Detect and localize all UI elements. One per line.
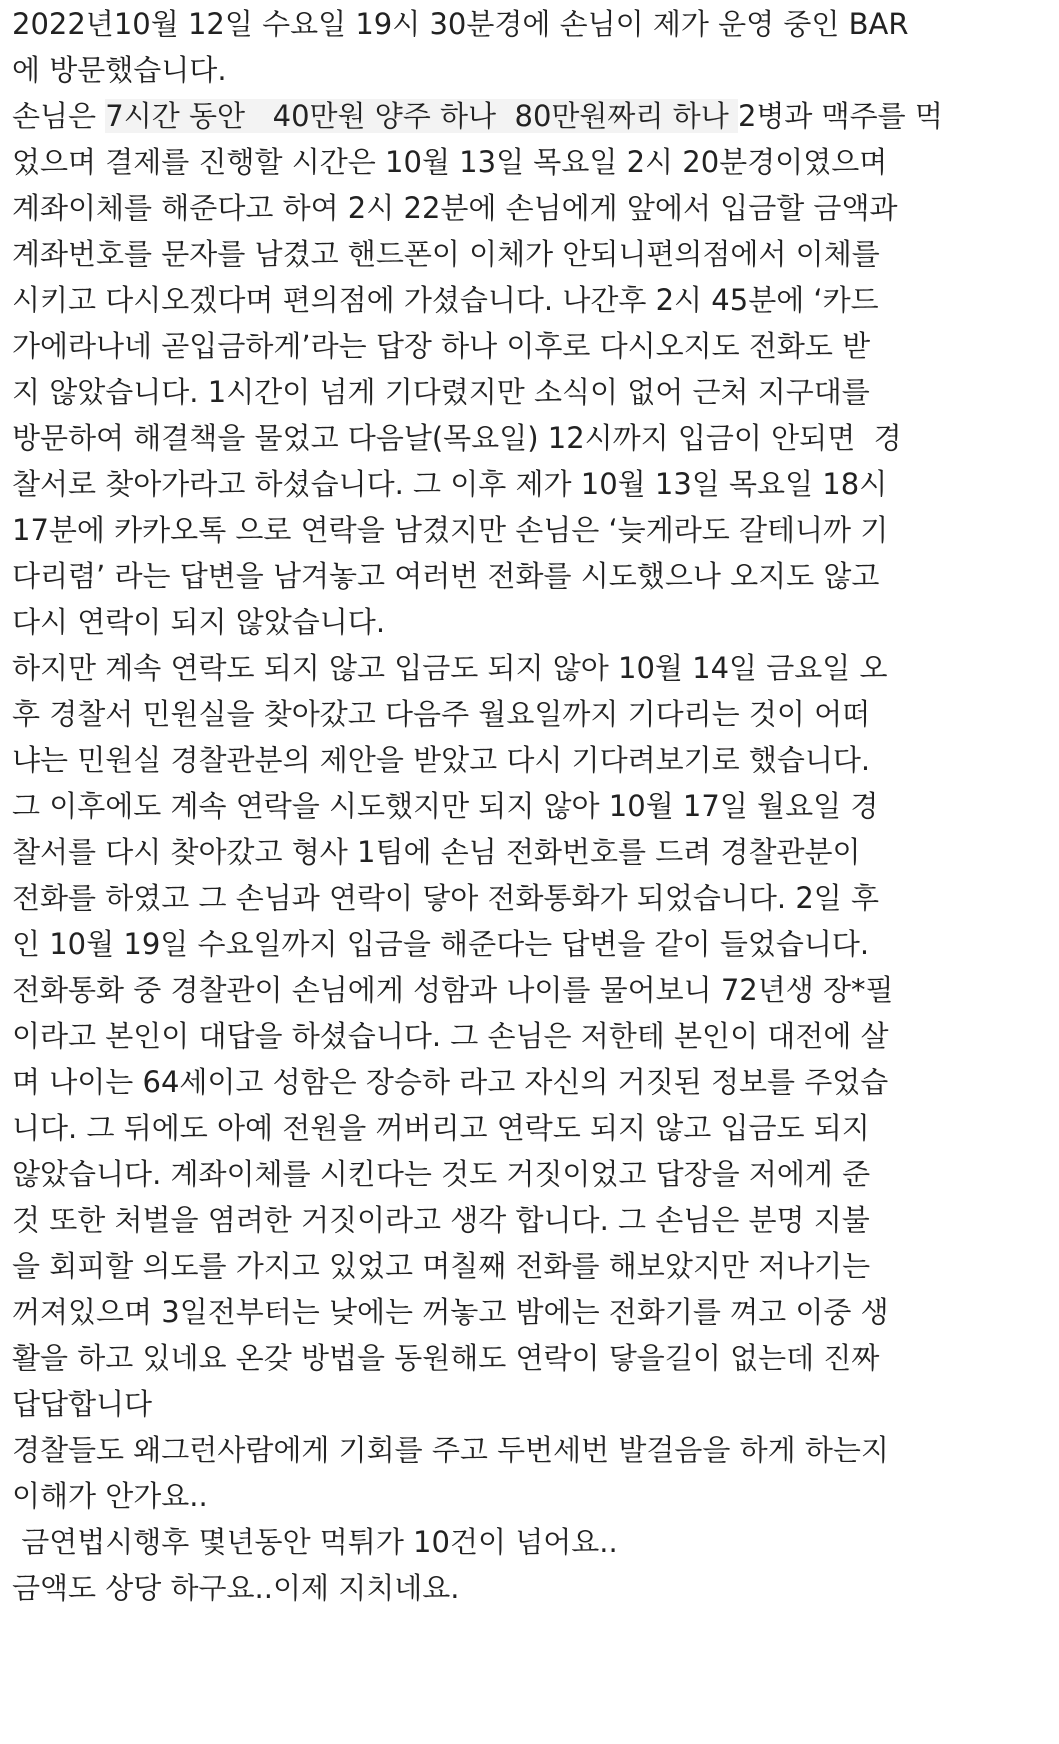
text-line: 후 경찰서 민원실을 찾아갔고 다음주 월요일까지 기다리는 것이 어떠	[12, 697, 871, 731]
text-line: 금액도 상당 하구요..이제 지치네요.	[12, 1571, 460, 1605]
text-line: 냐는 민원실 경찰관분의 제안을 받았고 다시 기다려보기로 했습니다.	[12, 743, 871, 777]
text-line: 전화를 하였고 그 손님과 연락이 닿아 전화통화가 되었습니다. 2일 후	[12, 881, 880, 915]
text-line: 금연법시행후 몇년동안 먹튀가 10건이 넘어요..	[12, 1525, 618, 1559]
text-line: 며 나이는 64세이고 성함은 장승하 라고 자신의 거짓된 정보를 주었습	[12, 1065, 889, 1099]
text-line: 17분에 카카오톡 으로 연락을 남겼지만 손님은 ‘늦게라도 갈테니까 기	[12, 513, 889, 547]
text-line: 다시 연락이 되지 않았습니다.	[12, 605, 386, 639]
text-line: 계좌이체를 해준다고 하여 2시 22분에 손님에게 앞에서 입금할 금액과	[12, 191, 898, 225]
text-line: 지 않았습니다. 1시간이 넘게 기다렸지만 소식이 없어 근처 지구대를	[12, 375, 870, 409]
text-segment: 2병과 맥주를 먹	[737, 99, 943, 133]
text-line: 방문하여 해결책을 물었고 다음날(목요일) 12시까지 입금이 안되면 경	[12, 421, 902, 455]
highlighted-text: 7시간 동안 40만원 양주 하나 80만원짜리 하나	[105, 99, 738, 133]
text-line: 인 10월 19일 수요일까지 입금을 해준다는 답변을 같이 들었습니다.	[12, 927, 870, 961]
text-line: 었으며 결제를 진행할 시간은 10월 13일 목요일 2시 20분경이였으며	[12, 145, 888, 179]
text-line: 찰서로 찾아가라고 하셨습니다. 그 이후 제가 10월 13일 목요일 18시	[12, 467, 888, 501]
text-line: 니다. 그 뒤에도 아예 전원을 꺼버리고 연락도 되지 않고 입금도 되지	[12, 1111, 870, 1145]
text-line: 다리렴’ 라는 답변을 남겨놓고 여러번 전화를 시도했으나 오지도 않고	[12, 559, 880, 593]
text-line: 않았습니다. 계좌이체를 시킨다는 것도 거짓이었고 답장을 저에게 준	[12, 1157, 871, 1191]
text-line: 2022년10월 12일 수요일 19시 30분경에 손님이 제가 운영 중인 BAR	[12, 7, 909, 41]
text-line: 전화통화 중 경찰관이 손님에게 성함과 나이를 물어보니 72년생 장*필	[12, 973, 894, 1007]
text-line	[12, 92, 943, 140]
text-line: 이해가 안가요..	[12, 1479, 208, 1513]
text-line: 계좌번호를 문자를 남겼고 핸드폰이 이체가 안되니편의점에서 이체를	[12, 237, 880, 271]
text-line: 하지만 계속 연락도 되지 않고 입금도 되지 않아 10월 14일 금요일 오	[12, 651, 888, 685]
text-segment: 손님은	[12, 99, 106, 133]
text-line: 그 이후에도 계속 연락을 시도했지만 되지 않아 10월 17일 월요일 경	[12, 789, 879, 823]
text-line: 답답합니다	[12, 1387, 153, 1421]
text-line: 찰서를 다시 찾아갔고 형사 1팀에 손님 전화번호를 드려 경찰관분이	[12, 835, 861, 869]
text-line: 에 방문했습니다.	[12, 53, 227, 87]
text-line: 것 또한 처벌을 염려한 거짓이라고 생각 합니다. 그 손님은 분명 지불	[12, 1203, 870, 1237]
text-line: 을 회피할 의도를 가지고 있었고 며칠째 전화를 해보았지만 저나기는	[12, 1249, 871, 1283]
text-line: 가에라나네 곧입금하게’라는 답장 하나 이후로 다시오지도 전화도 받	[12, 329, 871, 363]
text-line: 활을 하고 있네요 온갖 방법을 동원해도 연락이 닿을길이 없는데 진짜	[12, 1341, 880, 1375]
text-line: 경찰들도 왜그런사람에게 기회를 주고 두번세번 발걸음을 하게 하는지	[12, 1433, 889, 1467]
text-line: 시키고 다시오겠다며 편의점에 가셨습니다. 나간후 2시 45분에 ‘카드	[12, 283, 879, 317]
text-line: 이라고 본인이 대답을 하셨습니다. 그 손님은 저한테 본인이 대전에 살	[12, 1019, 889, 1053]
text-line: 꺼져있으며 3일전부터는 낮에는 꺼놓고 밤에는 전화기를 껴고 이중 생	[12, 1295, 889, 1329]
